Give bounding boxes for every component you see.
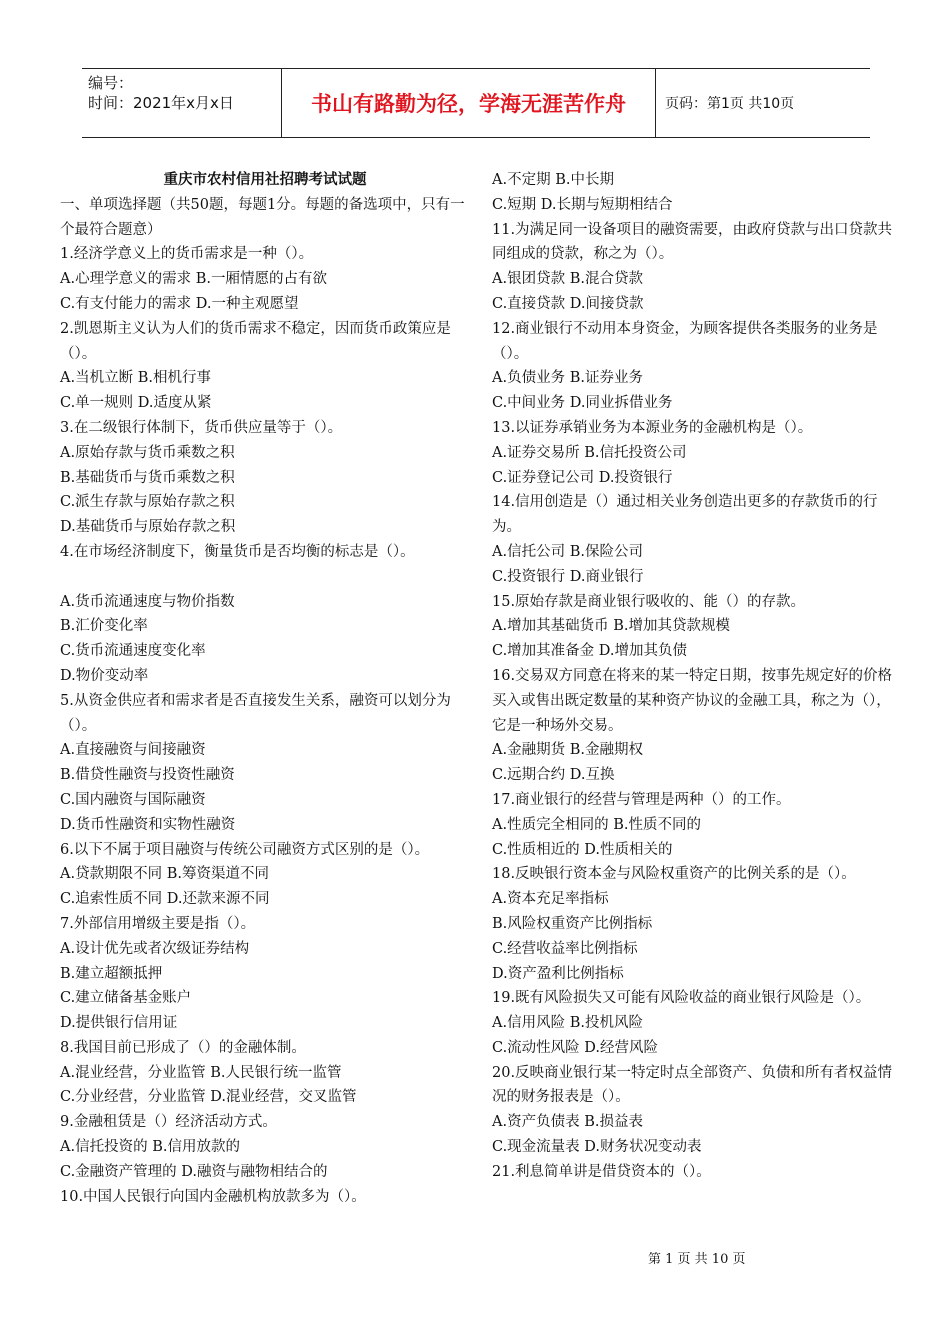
question-line: C.流动性风险 D.经营风险 (492, 1039, 659, 1056)
question-line: 20.反映商业银行某一特定时点全部资产、负债和所有者权益情况的财务报表是（）。 (492, 1064, 893, 1106)
question-line: C.金融资产管理的 D.融资与融物相结合的 (60, 1163, 328, 1180)
question-line: B.风险权重资产比例指标 (492, 915, 653, 932)
question-line: 3.在二级银行体制下，货币供应量等于（）。 (60, 419, 343, 436)
question-line: A.货币流通速度与物价指数 (60, 593, 235, 610)
question-line: C.单一规则 D.适度从紧 (60, 395, 212, 412)
question-line: C.派生存款与原始存款之积 (60, 494, 235, 511)
question-line: B.汇价变化率 (60, 618, 148, 635)
question-line: A.信用风险 B.投机风险 (492, 1015, 643, 1032)
question-line: 16.交易双方同意在将来的某一特定日期，按事先规定好的价格买入或售出既定数量的某种资产协议的金融工具，称之为（），它是一种场外交易。 (492, 667, 893, 734)
question-line: C.货币流通速度变化率 (60, 643, 206, 660)
question-line: A.混业经营，分业监管 B.人民银行统一监管 (60, 1064, 342, 1081)
question-line: C.建立储备基金账户 (60, 990, 192, 1007)
left-column (60, 168, 470, 1209)
question-line: 15.原始存款是商业银行吸收的、能（）的存款。 (492, 593, 806, 610)
question-line: 7.外部信用增级主要是指（）。 (60, 915, 256, 932)
question-line: 10.中国人民银行向国内金融机构放款多为（）。 (60, 1188, 366, 1205)
question-line: D.货币性融资和实物性融资 (60, 816, 236, 833)
question-line: C.直接贷款 D.间接贷款 (492, 295, 644, 312)
question-line: C.远期合约 D.互换 (492, 767, 615, 784)
question-line: 6.以下不属于项目融资与传统公司融资方式区别的是（）。 (60, 841, 430, 858)
question-line: A.性质完全相同的 B.性质不同的 (492, 816, 701, 833)
question-line: 9.金融租赁是（）经济活动方式。 (60, 1114, 277, 1131)
question-line: 4.在市场经济制度下，衡量货币是否均衡的标志是（）。 (60, 543, 415, 560)
question-line: 8.我国目前已形成了（）的金融体制。 (60, 1039, 306, 1056)
right-column (492, 168, 897, 1185)
question-line: C.经营收益率比例指标 (492, 940, 638, 957)
question-line: 11.为满足同一设备项目的融资需要，由政府贷款与出口贷款共同组成的贷款，称之为（）。 (492, 221, 893, 263)
question-line: B.建立超额抵押 (60, 965, 163, 982)
question-line: D.提供银行信用证 (60, 1015, 178, 1032)
question-line: A.资产负债表 B.损益表 (492, 1114, 643, 1131)
question-line: 1.经济学意义上的货币需求是一种（）。 (60, 246, 314, 263)
question-line: C.证券登记公司 D.投资银行 (492, 469, 673, 486)
number-label: 编号： (88, 74, 134, 92)
question-line: B.基础货币与货币乘数之积 (60, 469, 235, 486)
question-line: A.证券交易所 B.信托投资公司 (492, 444, 687, 461)
question-line: D.基础货币与原始存款之积 (60, 519, 236, 536)
question-line: A.当机立断 B.相机行事 (60, 370, 211, 387)
time-label: 时间：2021年x月x日 (88, 94, 234, 112)
header-page-info: 页码：第1页 共10页 (665, 96, 795, 112)
question-line: D.资产盈利比例指标 (492, 965, 624, 982)
document-header (82, 68, 870, 138)
question-line: C.短期 D.长期与短期相结合 (492, 196, 673, 213)
question-line: A.原始存款与货币乘数之积 (60, 444, 235, 461)
question-line: C.分业经营，分业监管 D.混业经营，交叉监管 (60, 1089, 357, 1106)
question-line: A.信托投资的 B.信用放款的 (60, 1139, 240, 1156)
question-line: 19.既有风险损失又可能有风险收益的商业银行风险是（）。 (492, 990, 871, 1007)
question-line: C.性质相近的 D.性质相关的 (492, 841, 673, 858)
question-line: A.设计优先或者次级证券结构 (60, 940, 250, 957)
question-line: A.金融期货 B.金融期权 (492, 742, 643, 759)
question-line: 12.商业银行不动用本身资金，为顾客提供各类服务的业务是（）。 (492, 320, 878, 362)
question-line: C.现金流量表 D.财务状况变动表 (492, 1139, 702, 1156)
question-line: 13.以证券承销业务为本源业务的金融机构是（）。 (492, 419, 813, 436)
question-line: 一、单项选择题（共50题，每题1分。每题的备选项中，只有一个最符合题意） (60, 196, 465, 238)
question-line: A.负债业务 B.证券业务 (492, 370, 643, 387)
question-line: A.不定期 B.中长期 (492, 172, 614, 188)
question-line: C.投资银行 D.商业银行 (492, 568, 644, 585)
header-motto: 书山有路勤为径，学海无涯苦作舟 (282, 69, 656, 137)
page-footer: 第 1 页 共 10 页 (648, 1252, 746, 1267)
question-line: A.直接融资与间接融资 (60, 742, 206, 759)
question-line: D.物价变动率 (60, 667, 149, 684)
question-line: A.心理学意义的需求 B.一厢情愿的占有欲 (60, 271, 327, 288)
question-line: A.资本充足率指标 (492, 891, 609, 908)
page-title: 重庆市农村信用社招聘考试试题 (163, 172, 367, 188)
question-line: 17.商业银行的经营与管理是两种（）的工作。 (492, 791, 791, 808)
question-line: 2.凯恩斯主义认为人们的货币需求不稳定，因而货币政策应是（）。 (60, 320, 451, 362)
question-line: C.有支付能力的需求 D.一种主观愿望 (60, 295, 299, 312)
question-line: A.信托公司 B.保险公司 (492, 543, 643, 560)
question-line: 14.信用创造是（）通过相关业务创造出更多的存款货币的行为。 (492, 494, 878, 536)
question-line: C.追索性质不同 D.还款来源不同 (60, 891, 270, 908)
question-line: B.借贷性融资与投资性融资 (60, 767, 235, 784)
question-line: C.中间业务 D.同业拆借业务 (492, 395, 673, 412)
question-line: C.增加其准备金 D.增加其负债 (492, 643, 688, 660)
header-meta (82, 69, 282, 137)
question-line: 21.利息简单讲是借贷资本的（）。 (492, 1163, 711, 1180)
question-line: A.增加其基础货币 B.增加其贷款规模 (492, 618, 730, 635)
question-line: 18.反映银行资本金与风险权重资产的比例关系的是（）。 (492, 866, 856, 883)
question-line: 5.从资金供应者和需求者是否直接发生关系，融资可以划分为（）。 (60, 692, 451, 734)
question-line: C.国内融资与国际融资 (60, 791, 206, 808)
question-line: A.银团贷款 B.混合贷款 (492, 271, 643, 288)
question-line: A.贷款期限不同 B.筹资渠道不同 (60, 866, 269, 883)
question-line (60, 565, 470, 590)
